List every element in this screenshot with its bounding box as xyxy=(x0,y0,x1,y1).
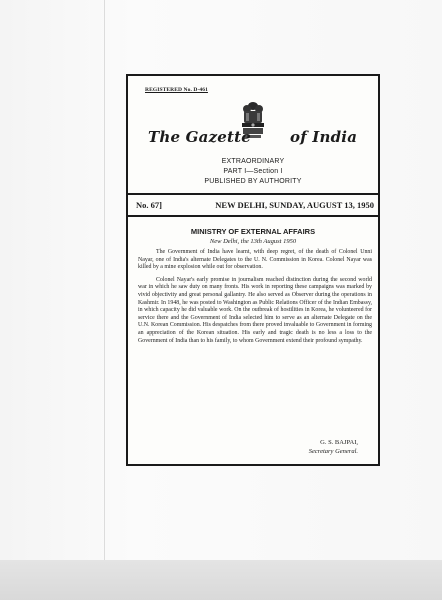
dateline: New Delhi, the 13th August 1950 xyxy=(209,238,297,245)
issue-place-date: NEW DELHI, SUNDAY, AUGUST 13, 1950 xyxy=(215,200,374,210)
gazette-title-right: of India xyxy=(290,128,358,146)
scan-edge xyxy=(0,560,442,600)
published-label: PUBLISHED BY AUTHORITY xyxy=(204,178,302,185)
issue-rule xyxy=(128,215,378,217)
paragraph: Colonel Nayar's early promise in journalism reached distinction during the second world war in which he saw duty on many fronts. His work in reporting these campaigns was marked by vivid objectivity and great personal gallantry. He also served as Observer during the operations in Kashmir. In 1948, he was posted to Washington as Public Relations Officer of the Indian Embassy, in which capacity he did valuable work. On the outbreak of hostilities in Korea, he volunteered for service there and the Government of India selected him to serve as an alternate Delegate on the U.N. Korean Commission. His despatches from there proved invaluable to Government in forming an appreciation of the Korean situation. His early and tragic death is no less a loss to the Government of India than to his family, to whom Government extend their profound sympathy. xyxy=(138,276,372,344)
signatory-name: G. S. BAJPAI, xyxy=(320,439,358,446)
gazette-title-left: The Gazette xyxy=(148,128,252,146)
signatory-role: Secretary General. xyxy=(308,448,358,455)
issue-number: No. 67] xyxy=(136,200,162,210)
ministry-heading: MINISTRY OF EXTERNAL AFFAIRS xyxy=(190,227,316,236)
page-fold xyxy=(104,0,105,600)
extraordinary-label: EXTRAORDINARY xyxy=(221,158,285,165)
header-rule xyxy=(128,193,378,195)
registered-number: REGISTERED No. D-461 xyxy=(145,87,208,93)
signature-block xyxy=(309,438,358,456)
issue-line xyxy=(136,200,374,210)
gazette-notice xyxy=(126,74,380,466)
part-label: PART I—Section I xyxy=(223,168,283,175)
paragraph: The Government of India have learnt, with deep regret, of the death of Colonel Unni Nayar, one of India's alternate Delegates to the U. N. Commission in Korea. Colonel Nayar was killed by a mine explosion while out for observation. xyxy=(138,249,372,271)
notice-body xyxy=(138,249,372,350)
